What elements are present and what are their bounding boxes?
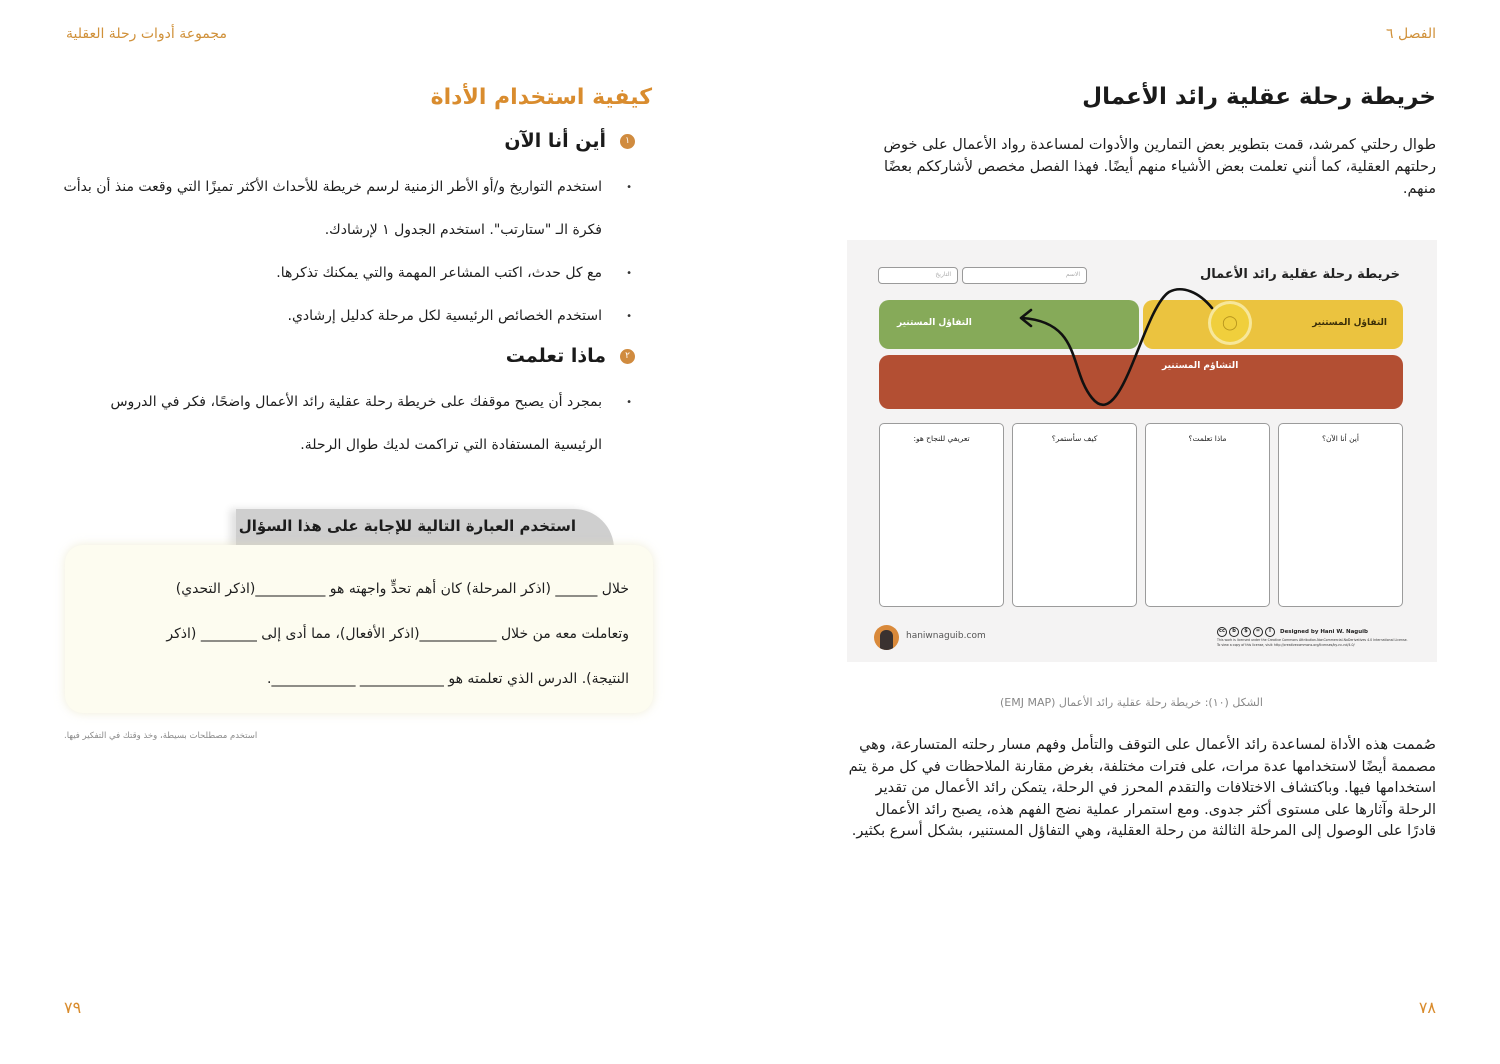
running-head: الفصل ٦ [1386, 26, 1436, 42]
reflection-box [1278, 423, 1403, 607]
page-number: ٧٨ [1418, 998, 1436, 1017]
bullet-item: • استخدم الخصائص الرئيسية لكل مرحلة كدليل إرشادي. [62, 295, 602, 338]
date-field: التاريخ [878, 267, 958, 284]
license-text: This work is licensed under the Creative Commons Attribution-NonCommercial-NoDerivatives 4.0 International License. [1217, 638, 1408, 642]
bullet-item: • استخدم التواريخ و/أو الأطر الزمنية لرسم خريطة للأحداث الأكثر تميزًا التي وقعت منذ أن بدأت فكرة الـ "ستارتب". استخدم الجدول ١ لإرشادك. [62, 166, 602, 252]
prompt-tab [236, 509, 614, 549]
heading-text: ماذا تعلمت [505, 345, 606, 367]
heading-text: أين أنا الآن [504, 130, 606, 152]
cc-icon: cc [1217, 627, 1227, 637]
reflection-box [1012, 423, 1137, 607]
section-title: كيفية استخدام الأداة [430, 85, 652, 110]
zone-uninformed-optimism [1143, 300, 1403, 349]
license-block [1217, 627, 1417, 647]
bullet-item: • بمجرد أن يصبح موقفك على خريطة رحلة عقلية رائد الأعمال واضحًا، فكر في الدروس الرئيسية المستفادة التي تراكمت لديك طوال الرحلة. [62, 381, 602, 467]
page-number: ٧٩ [64, 998, 82, 1017]
license-url: To view a copy of this license, visit: http://creativecommons.org/licenses/by-nc-nd/4.0/ [1217, 643, 1355, 647]
prompt-line: وتعاملت معه من خلال ___________(اذكر الأفعال)، مما أدى إلى ________ (اذكر [166, 626, 629, 642]
body-paragraph: صُممت هذه الأداة لمساعدة رائد الأعمال على التوقف والتأمل وفهم مسار رحلته المتسارعة، وهي مصممة أيضًا لاستخدامها عدة مرات، على فترات مختلفة، بغرض مقارنة الملاحظات في كل مرة يتم استخدامها فيها. وباكتشاف الاختلافات والتقدم المحرز في الرحلة، يتمكن رائد الأعمال من تقدير الرحلة وآثارها على مستوى أكثر جدوى. ومع استمرار عملية نضج الفهم هذه، يصبح رائد الأعمال قادرًا على الوصول إلى المرحلة الثالثة من رحلة العقلية، وهي التفاؤل المستنير، بشكل أسرع بكثير. [848, 737, 1436, 839]
zone-label: التفاؤل المستنير [1312, 318, 1387, 328]
reflection-box [879, 423, 1004, 607]
number-badge: ١ [620, 134, 635, 149]
running-head: مجموعة أدوات رحلة العقلية [66, 26, 227, 42]
zone-label: التشاؤم المستنير [1162, 361, 1239, 371]
name-field: الاسم [962, 267, 1087, 284]
emj-map-figure [847, 240, 1437, 662]
box-label: أين أنا الآن؟ [1322, 434, 1359, 443]
author-avatar [874, 625, 899, 650]
footnote: استخدم مصطلحات بسيطة، وخذ وقتك في التفكير فيها. [64, 731, 258, 741]
zone-informed-optimism [879, 300, 1139, 349]
section-heading-where-am-i [504, 130, 635, 152]
noncommercial-icon: $ [1241, 627, 1251, 637]
prompt-line: النتيجة). الدرس الذي تعلمته هو ____________ ____________. [267, 671, 629, 687]
noderivatives-icon: = [1253, 627, 1263, 637]
prompt-text [89, 567, 629, 702]
lightbulb-icon: ◯ [1211, 304, 1249, 342]
zone-informed-pessimism [879, 355, 1403, 409]
chapter-title: خريطة رحلة عقلية رائد الأعمال [1082, 84, 1436, 110]
figure-caption: الشكل (١٠): خريطة رحلة عقلية رائد الأعمال (EMJ MAP) [1000, 696, 1263, 709]
website-label: haniwnaguib.com [906, 631, 986, 641]
number-badge: ٢ [620, 349, 635, 364]
zone-label: التفاؤل المستنير [897, 318, 972, 328]
prompt-line: خلال ______ (اذكر المرحلة) كان أهم تحدٍّ واجهته هو __________(اذكر التحدي) [175, 581, 629, 597]
box-label: كيف سأستمر؟ [1051, 434, 1098, 443]
fill-in-prompt-box [65, 545, 653, 713]
bullet-item: • مع كل حدث، اكتب المشاعر المهمة والتي يمكنك تذكرها. [62, 252, 602, 295]
info-icon: i [1265, 627, 1275, 637]
map-title: خريطة رحلة عقلية رائد الأعمال [1200, 267, 1400, 282]
section-heading-what-learned [506, 345, 635, 367]
intro-paragraph: طوال رحلتي كمرشد، قمت بتطوير بعض التمارين والأدوات لمساعدة رواد الأعمال على خوض رحلتهم العقلية، كما أنني تعلمت بعض الأشياء منهم أيضًا. فهذا الفصل مخصص لأشارككم بعضًا منهم. [883, 137, 1436, 197]
attribution-icon: b [1229, 627, 1239, 637]
right-page [750, 0, 1500, 1064]
box-label: تعريفي للنجاح هو: [913, 434, 970, 443]
box-label: ماذا تعلمت؟ [1188, 434, 1227, 443]
prompt-tab-label: استخدم العبارة التالية للإجابة على هذا السؤال [238, 517, 576, 535]
bullet-list [62, 166, 602, 338]
designer-credit: Designed by Hani W. Naguib [1280, 629, 1368, 635]
bullet-list [62, 381, 602, 467]
reflection-box [1145, 423, 1270, 607]
